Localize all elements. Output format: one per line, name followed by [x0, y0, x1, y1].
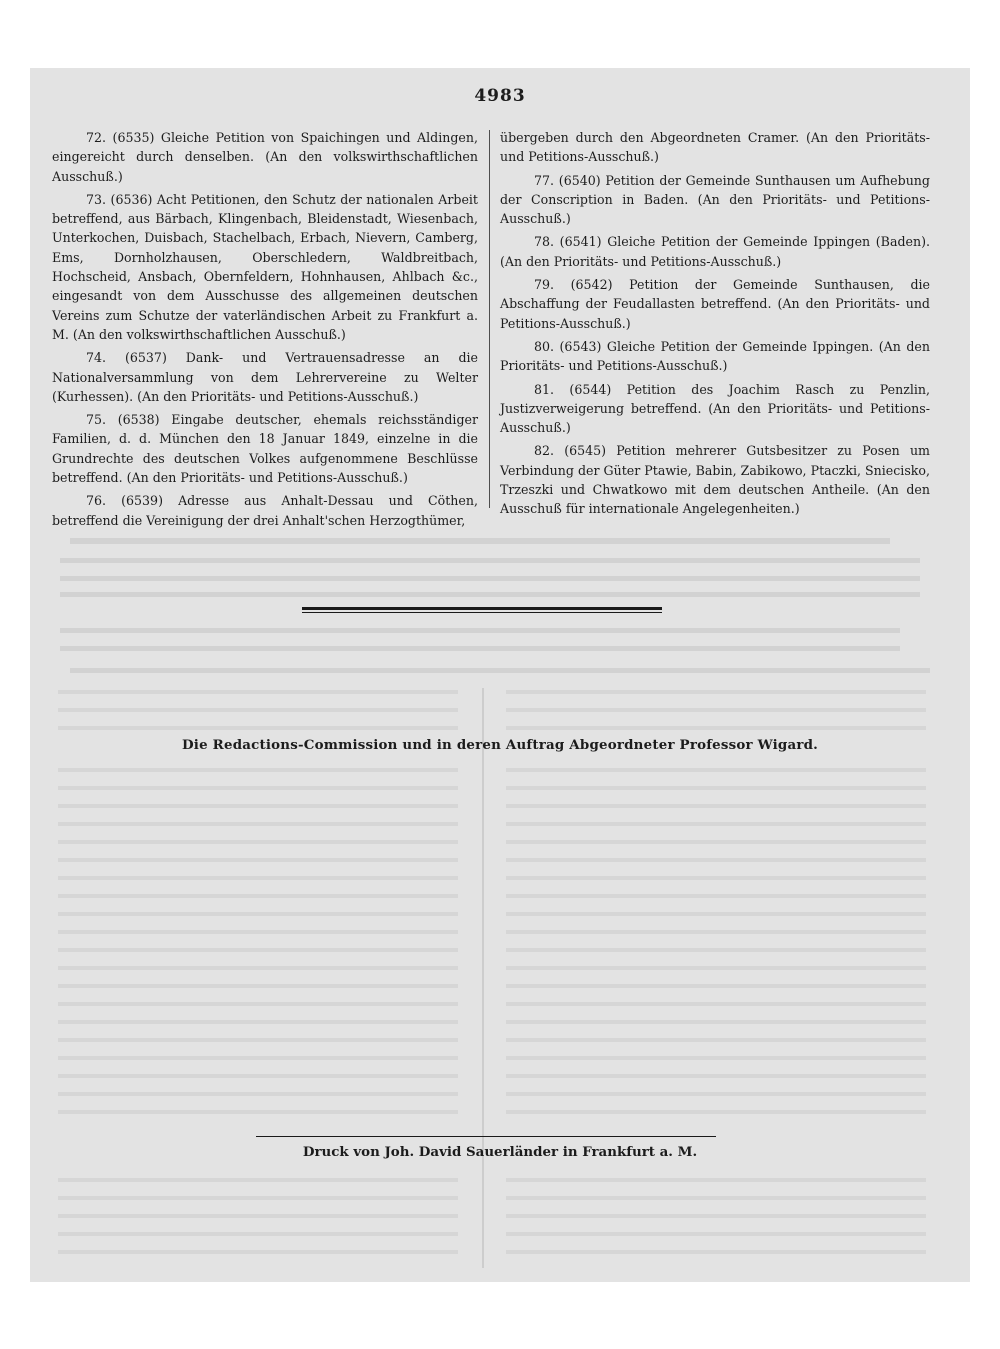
petition-entry-77: 77. (6540) Petition der Gemeinde Sunthausen um Aufhebung der Conscription in Baden. (An den Prioritäts- und Petitions-Ausschuß.) — [500, 172, 930, 227]
petition-entry-79: 79. (6542) Petition der Gemeinde Sunthausen, die Abschaffung der Feudallasten betreffend. (An den Prioritäts- und Petitions-Ausschuß.) — [500, 277, 930, 331]
left-column — [52, 128, 478, 534]
petition-entry-76: 76. (6539) Adresse aus Anhalt-Dessau und Cöthen, betreffend die Vereinigung der drei Anhalt'schen Herzogthümer, — [52, 493, 478, 528]
petition-entry-78: 78. (6541) Gleiche Petition der Gemeinde Ippingen (Baden). (An den Prioritäts- und Petitions-Ausschuß.) — [500, 234, 930, 269]
scanned-page — [30, 68, 970, 1282]
section-double-rule — [302, 607, 662, 613]
footer-rule — [256, 1136, 716, 1137]
right-column — [500, 128, 930, 523]
petition-entry-73: 73. (6536) Acht Petitionen, den Schutz der nationalen Arbeit betreffend, aus Bärbach, Klingenbach, Bleidenstadt, Wiesenbach, Unterkochen, Duisbach, Stachelbach, Erbach, Nievern, Camberg, Ems, Dornholzhausen, Oberschledern, Waldbreitbach, Hochscheid, Ansbach, Obernfeldern, Hohnhausen, Ahlbach &c., eingesandt von dem Ausschusse des allgemeinen deutschen Vereins zum Schutze der vaterländischen Arbeit zu Frankfurt a. M. (An den volkswirthschaftlichen Ausschuß.) — [52, 191, 478, 342]
petition-entry-81: 81. (6544) Petition des Joachim Rasch zu Penzlin, Justizverweigerung betreffend. (An den Prioritäts- und Petitions-Ausschuß.) — [500, 381, 930, 436]
petition-entry-75: 75. (6538) Eingabe deutscher, ehemals reichsständiger Familien, d. d. München den 18 Januar 1849, einzelne in die Grundrechte des deutschen Volkes aufgenommene Beschlüsse betreffend. (An den Prioritäts- und Petitions-Ausschuß.) — [52, 412, 478, 486]
commission-line: Die Redactions-Commission und in deren Auftrag Abgeordneter Professor Wigard. — [181, 737, 819, 753]
petition-entry-74: 74. (6537) Dank- und Vertrauensadresse an die Nationalversammlung von dem Lehrervereine zu Welter (Kurhessen). (An den Prioritäts- und Petitions-Ausschuß.) — [52, 350, 478, 404]
petition-entry-76-continuation: übergeben durch den Abgeordneten Cramer. (An den Prioritäts- und Petitions-Ausschuß.) — [500, 130, 930, 165]
column-divider — [489, 130, 490, 508]
petition-entry-72: 72. (6535) Gleiche Petition von Spaichingen und Aldingen, eingereicht durch denselben. (An den volkswirthschaftlichen Ausschuß.) — [52, 130, 478, 184]
printer-imprint: Druck von Joh. David Sauerländer in Frankfurt a. M. — [302, 1144, 698, 1160]
petition-entry-82: 82. (6545) Petition mehrerer Gutsbesitzer zu Posen um Verbindung der Güter Ptawie, Babin, Zabikowo, Ptaczki, Sniecisko, Trzeszki und Chwatkowo mit dem deutschen Antheile. (An den Ausschuß für internationale Angelegenheiten.) — [500, 443, 930, 517]
page-number: 4983 — [474, 86, 526, 106]
petition-entry-80: 80. (6543) Gleiche Petition der Gemeinde Ippingen. (An den Prioritäts- und Petitions-Ausschuß.) — [500, 338, 930, 374]
